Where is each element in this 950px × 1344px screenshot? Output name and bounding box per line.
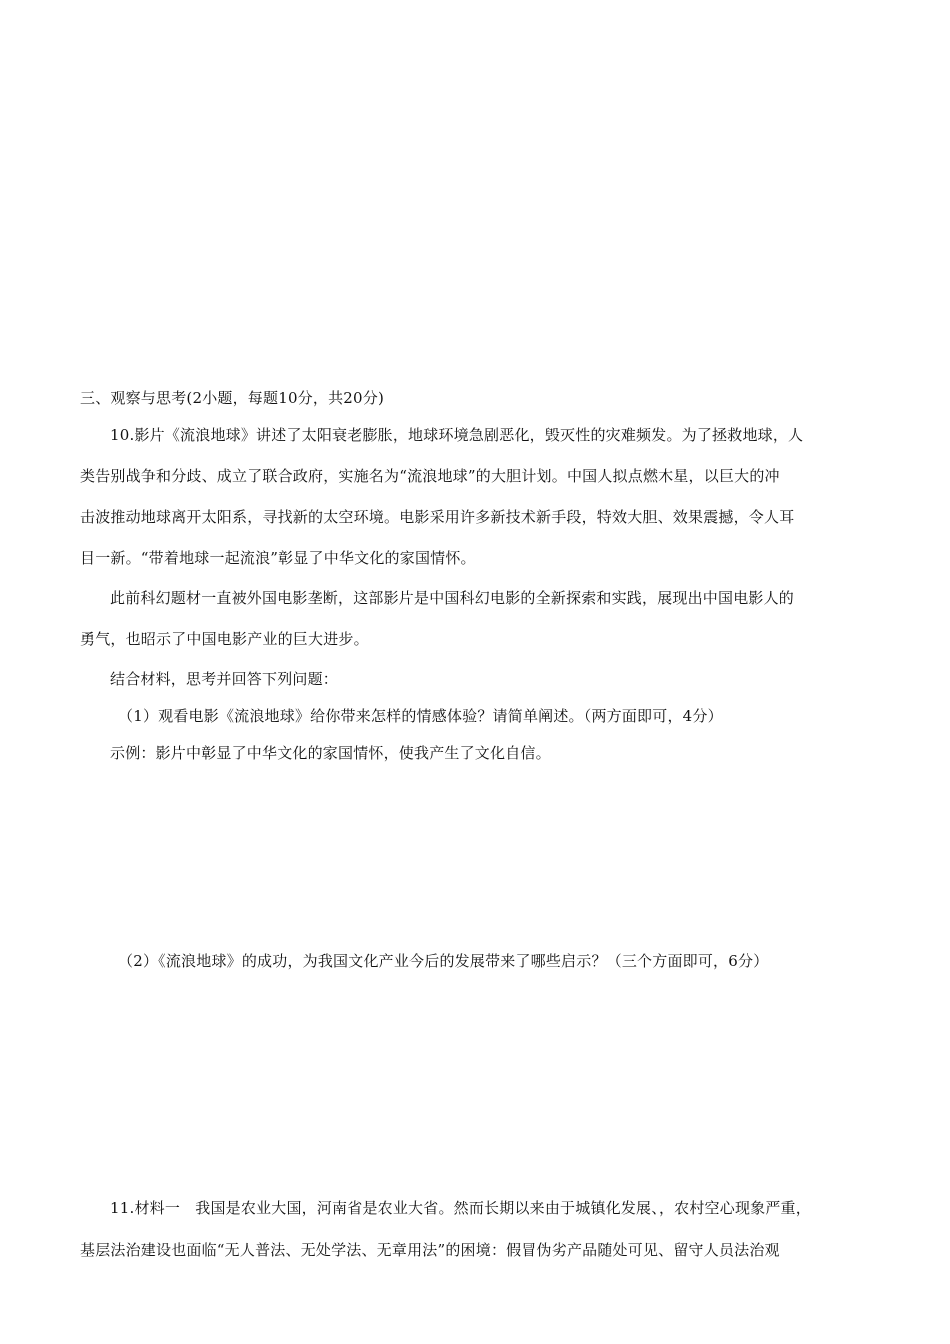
q10-material-line: 击波推动地球离开太阳系，寻找新的太空环境。电影采用许多新技术新手段，特效大胆、效果震撼，令人耳 (80, 508, 795, 526)
q10-example-answer: 示例：影片中彰显了中华文化的家国情怀，使我产生了文化自信。 (110, 744, 551, 762)
q10-subquestion-1: （1）观看电影《流浪地球》给你带来怎样的情感体验？请简单阐述。（两方面即可，4分） (118, 707, 723, 725)
q11-material-line: 11.材料一 我国是农业大国，河南省是农业大省。然而长期以来由于城镇化发展、，农村空心现象严重， (110, 1199, 811, 1217)
q10-material-line: 10.影片《流浪地球》讲述了太阳衰老膨胀，地球环境急剧恶化，毁灭性的灾难频发。为了拯救地球，人 (110, 426, 804, 444)
q10-material-line: 目一新。“带着地球一起流浪”彰显了中华文化的家国情怀。 (80, 549, 476, 567)
q10-instruction: 结合材料，思考并回答下列问题： (110, 670, 339, 688)
section-heading: 三、观察与思考(2小题，每题10分，共20分) (80, 389, 385, 407)
q10-paragraph2-line: 此前科幻题材一直被外国电影垄断，这部影片是中国科幻电影的全新探索和实践，展现出中国电影人的 (110, 589, 795, 607)
q11-material-line: 基层法治建设也面临“无人普法、无处学法、无章用法”的困境：假冒伪劣产品随处可见、留守人员法治观 (80, 1241, 780, 1259)
q10-paragraph2-line: 勇气，也昭示了中国电影产业的巨大进步。 (80, 630, 369, 648)
q10-material-line: 类告别战争和分歧、成立了联合政府，实施名为“流浪地球”的大胆计划。中国人拟点燃木星，以巨大的冲 (80, 467, 780, 485)
q10-subquestion-2: （2）《流浪地球》的成功，为我国文化产业今后的发展带来了哪些启示？（三个方面即可，6分） (118, 952, 769, 970)
